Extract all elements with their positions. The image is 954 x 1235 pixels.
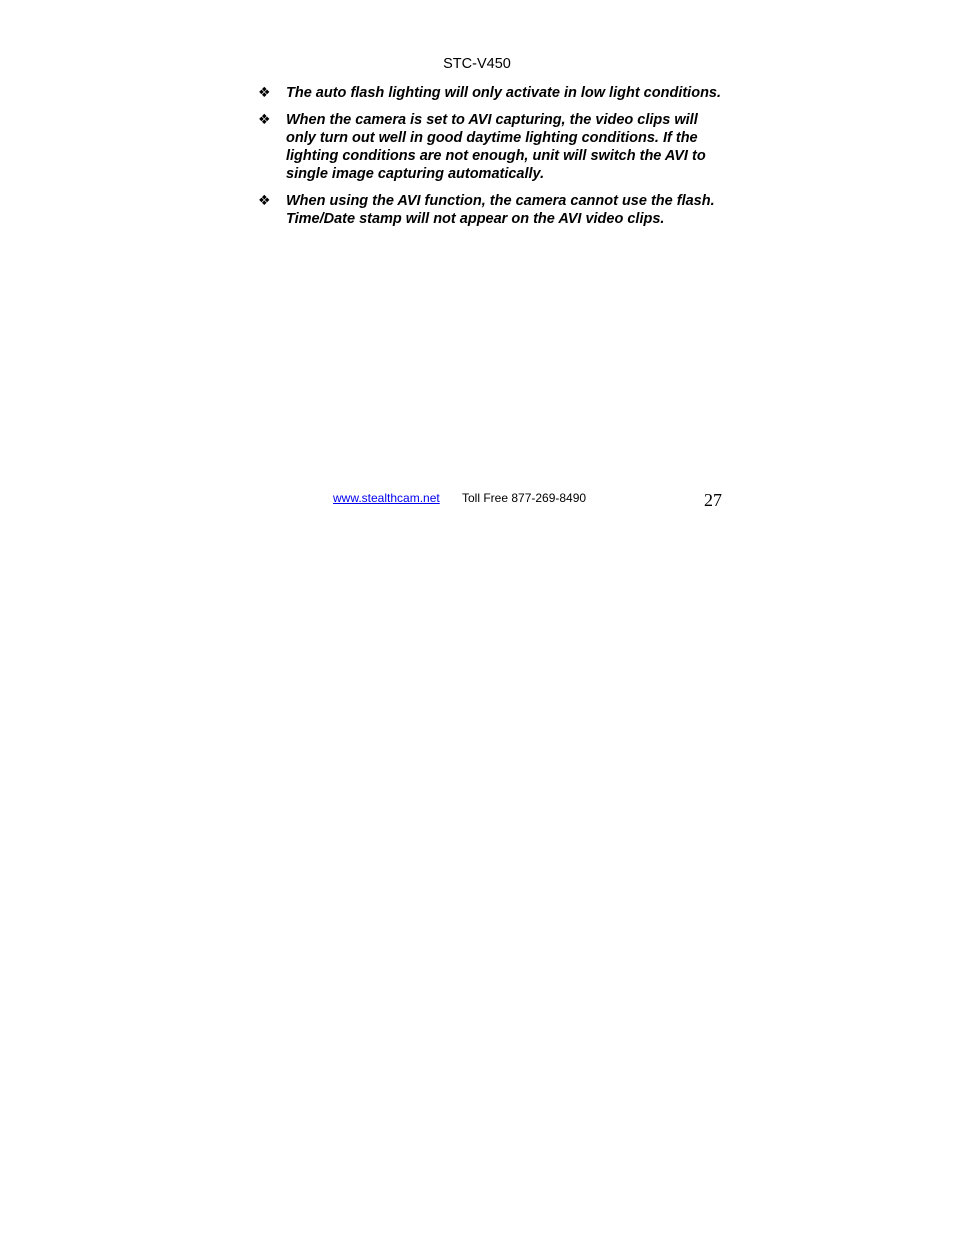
note-list [258,84,728,237]
list-item [258,84,728,102]
diamond-bullet-icon: ❖ [258,85,271,101]
diamond-bullet-icon: ❖ [258,112,271,128]
list-item [258,111,728,183]
diamond-bullet-icon: ❖ [258,193,271,209]
bullet-text: When the camera is set to AVI capturing, the video clips will only turn out well in good daytime lighting conditions. If the lighting conditions are not enough, unit will switch the AVI to single image capturing automatically. [286,112,706,182]
page-footer [0,489,954,513]
website-link[interactable]: www.stealthcam.net [333,491,440,505]
bullet-text: When using the AVI function, the camera cannot use the flash. Time/Date stamp will not appear on the AVI video clips. [286,193,715,227]
list-item [258,192,728,228]
bullet-text: The auto flash lighting will only activate in low light conditions. [286,85,722,101]
toll-free-phone: Toll Free 877-269-8490 [462,491,587,505]
page-header: STC-V450 [443,56,511,72]
page-number: 27 [704,490,722,510]
